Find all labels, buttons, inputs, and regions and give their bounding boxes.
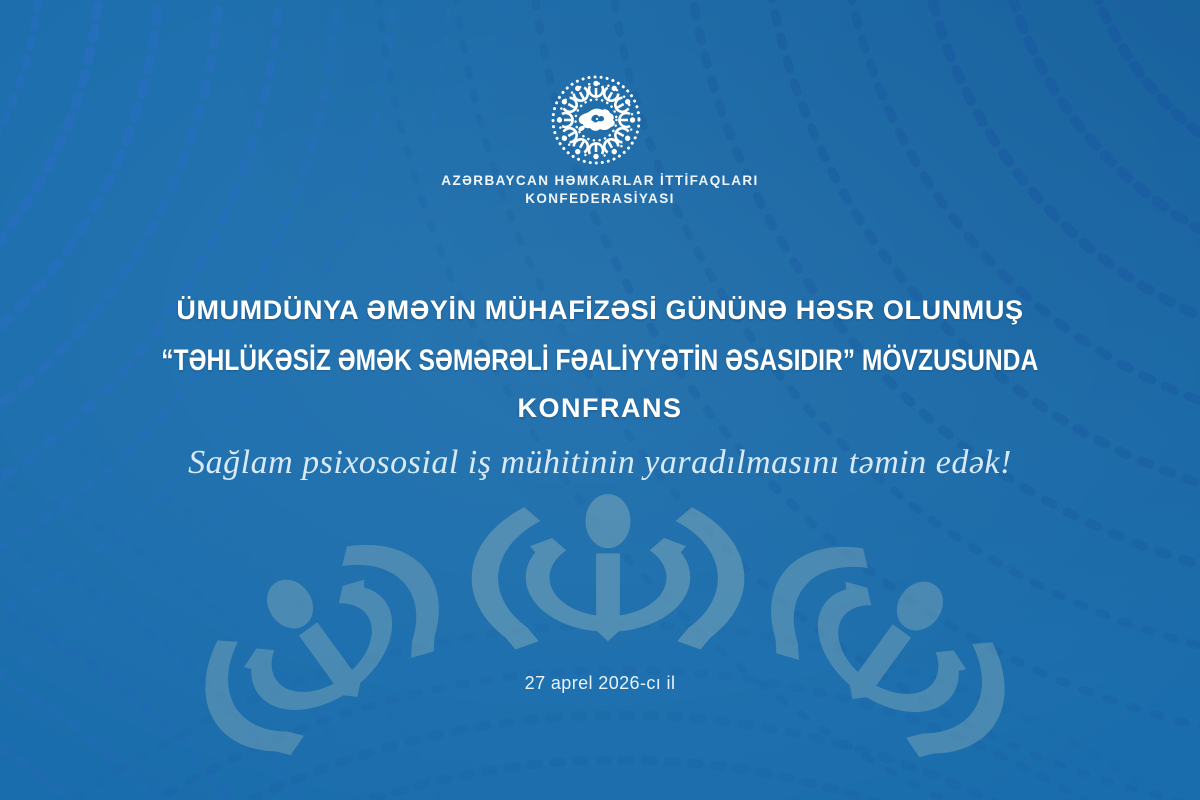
event-title-line2 <box>0 344 1200 378</box>
event-date: 27 aprel 2026-cı il <box>524 673 676 693</box>
event-slogan: Sağlam psixososial iş mühitinin yaradılmasını təmin edək! <box>188 444 1012 481</box>
watermark-figure-center <box>485 494 731 645</box>
event-title-line3: KONFRANS <box>517 393 683 423</box>
azerbaijan-map-icon <box>577 109 614 133</box>
event-title-line2-text: “TƏHLÜKƏSİZ ƏMƏK SƏMƏRƏLİ FƏALİYYƏTİN ƏSASIDIR” MÖVZUSUNDA <box>161 344 1039 377</box>
watermark-figure-right <box>755 516 1030 771</box>
confederation-emblem <box>534 58 658 182</box>
organization-name-line2: KONFEDERASİYASI <box>525 191 675 206</box>
emblem-ring <box>553 77 639 163</box>
event-title-line1: ÜMUMDÜNYA ƏMƏYİN MÜHAFİZƏSİ GÜNÜNƏ HƏSR OLUNMUŞ <box>176 295 1024 325</box>
watermark-figure-left <box>180 514 455 769</box>
organization-name <box>0 172 1200 208</box>
organization-name-line1: AZƏRBAYCAN HƏMKARLAR İTTİFAQLARI <box>441 173 759 188</box>
